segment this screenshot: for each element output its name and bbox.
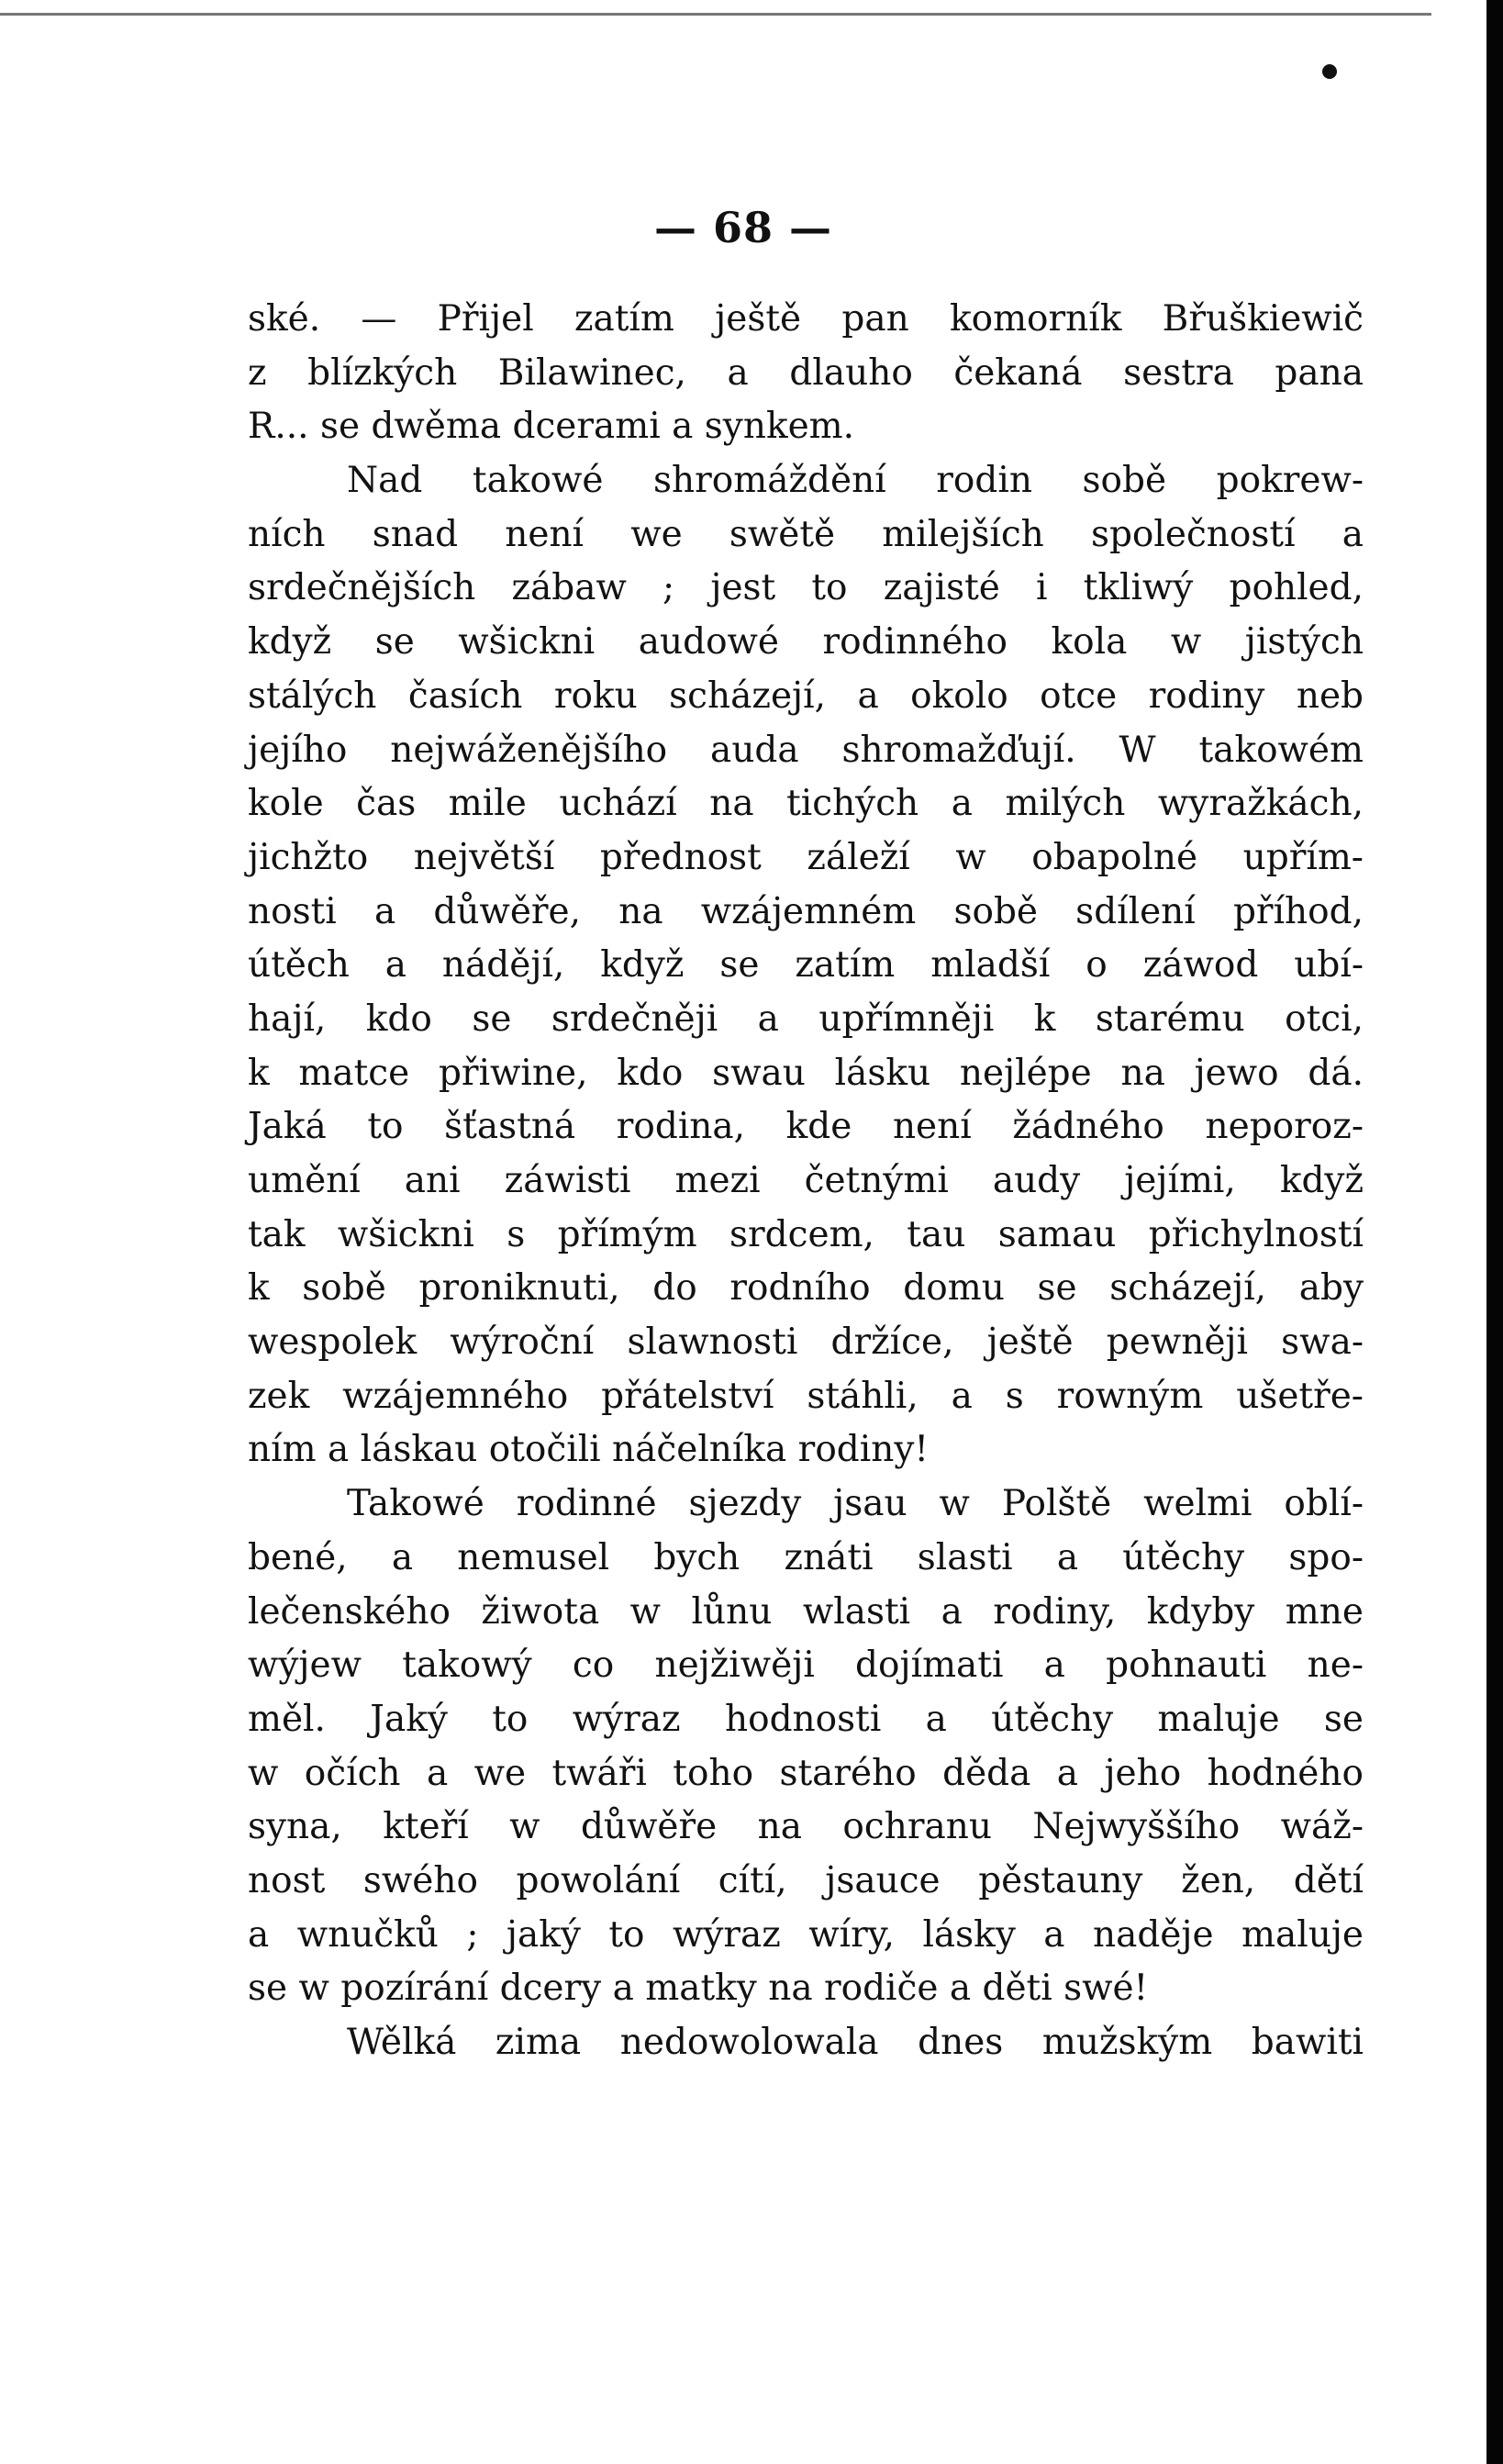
text-line: z blízkých Bilawinec, a dlauho čekaná sestra pana <box>248 351 1364 394</box>
text-line: ních snad není we swětě milejších společností a <box>248 513 1364 555</box>
text-line: umění ani záwisti mezi četnými audy jejími, když <box>248 1160 1364 1201</box>
text-line: stálých časích roku scházejí, a okolo otce rodiny neb <box>248 675 1364 717</box>
text-line: ním a láskau otočili náčelníka rodiny! <box>248 1429 930 1471</box>
text-line: jichžto největší přednost záleží w obapolné upřím- <box>248 836 1364 878</box>
text-line: lečenského žiwota w lůnu wlasti a rodiny, kdyby mne <box>248 1590 1364 1633</box>
page-number: — 68 — <box>653 203 833 252</box>
paragraph-start-line: Takowé rodinné sjezdy jsau w Polště welmi oblí- <box>347 1483 1364 1525</box>
scan-dark-edge <box>1486 0 1503 2464</box>
text-line: k sobě proniknuti, do rodního domu se scházejí, aby <box>248 1267 1364 1310</box>
text-line: Jaká to šťastná rodina, kde není žádného neporoz- <box>248 1106 1364 1148</box>
text-line: wespolek wýroční slawnosti držíce, ještě pewněji swa- <box>248 1321 1364 1364</box>
text-line: bené, a nemusel bych znáti slasti a útěchy spo- <box>248 1536 1364 1578</box>
text-line: w očích a we twáři toho starého děda a jeho hodného <box>248 1752 1364 1794</box>
text-line: měl. Jaký to wýraz hodnosti a útěchy maluje se <box>248 1698 1364 1740</box>
text-line: syna, kteří w důwěře na ochranu Nejwyššího wáž- <box>248 1806 1364 1848</box>
paragraph-start-line: Wělká zima nedowolowala dnes mužským bawiti <box>347 2022 1364 2063</box>
text-line: zek wzájemného přátelství stáhli, a s rowným ušetře- <box>248 1375 1364 1417</box>
text-line: srdečnějších zábaw ; jest to zajisté i tkliwý pohled, <box>248 567 1364 609</box>
text-line: k matce přiwine, kdo swau lásku nejlépe na jewo dá. <box>248 1052 1364 1094</box>
text-line: tak wšickni s přímým srdcem, tau samau přichylností <box>248 1213 1364 1255</box>
text-line: ské. — Přijel zatím ještě pan komorník Břuškiewič <box>248 298 1364 340</box>
text-line: hají, kdo se srdečněji a upřímněji k starému otci, <box>248 998 1364 1040</box>
text-line: nost swého powolání cítí, jsauce pěstauny žen, dětí <box>248 1859 1364 1901</box>
body-text <box>248 293 1364 2070</box>
text-line: se w pozírání dcery a matky na rodiče a děti swé! <box>248 1968 1149 2010</box>
text-line: kole čas mile uchází na tichých a milých wyražkách, <box>248 783 1364 825</box>
text-line: když se wšickni audowé rodinného kola w jistých <box>248 621 1364 663</box>
scan-top-edge <box>0 13 1431 16</box>
text-line: jejího nejwáženějšího auda shromažďují. W takowém <box>248 729 1364 771</box>
text-line: nosti a důwěře, na wzájemném sobě sdílení příhod, <box>248 890 1364 932</box>
ink-dot-mark <box>1322 64 1337 79</box>
text-line: a wnučků ; jaký to wýraz wíry, lásky a naděje maluje <box>248 1913 1364 1956</box>
text-line: wýjew takowý co nejžiwěji dojímati a pohnauti ne- <box>248 1645 1364 1687</box>
text-line: R... se dwěma dcerami a synkem. <box>248 406 855 448</box>
paragraph-start-line: Nad takowé shromáždění rodin sobě pokrew- <box>347 460 1364 502</box>
text-line: útěch a nádějí, když se zatím mladší o záwod ubí- <box>248 944 1364 987</box>
